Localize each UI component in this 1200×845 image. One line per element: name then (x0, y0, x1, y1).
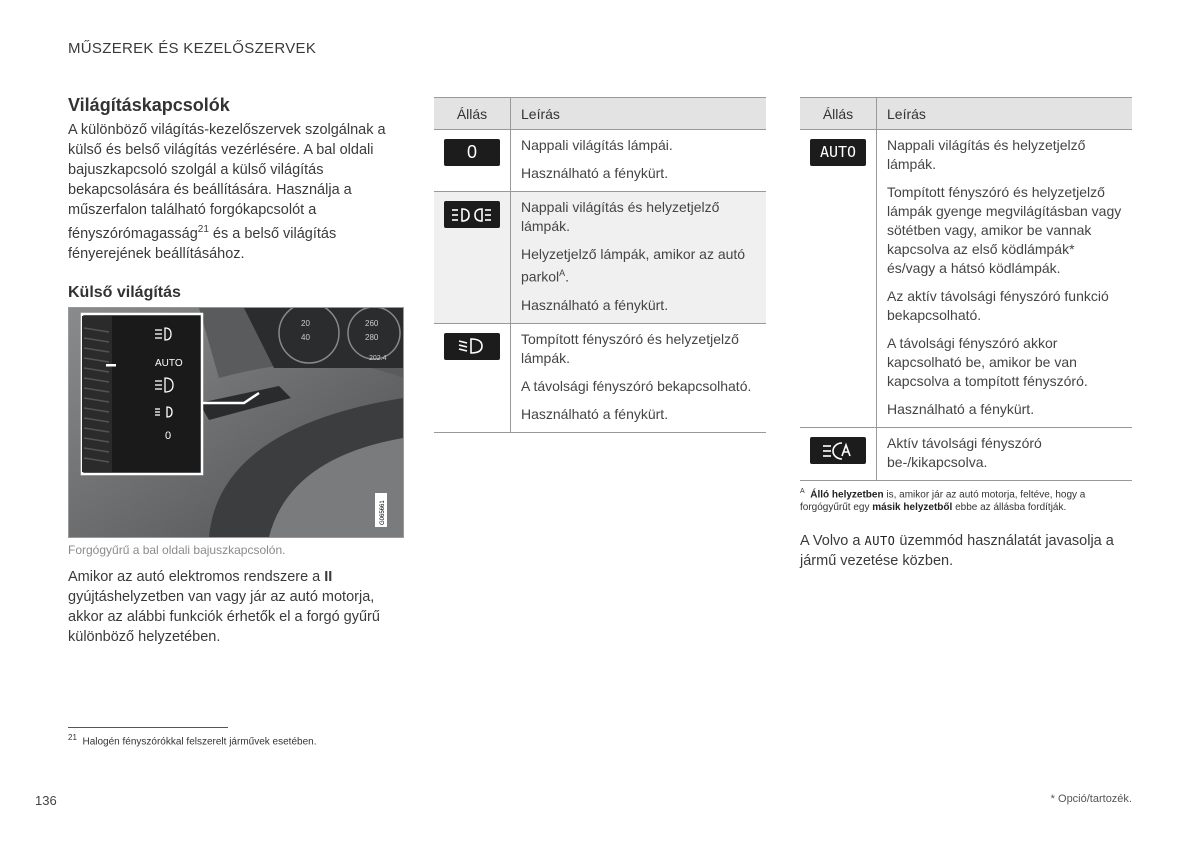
stalk-photo (68, 307, 404, 538)
gauge-number: 280 (365, 333, 379, 342)
auto-inline-symbol: AUTO (864, 534, 896, 548)
recommendation-note: A Volvo a AUTO üzemmód használatát javasolja a jármű vezetése közben. (800, 533, 1114, 569)
ignition-paragraph: Amikor az autó elektromos rendszere a II gyújtáshelyzetben van vagy jár az autó motorja, akkor az alábbi funkciók érhetők el a forgó gyűrű különböző helyzetében. (68, 569, 380, 645)
auto-icon: AUTO (810, 139, 866, 166)
col-header-description: Leírás (877, 98, 1133, 130)
description-cell: Nappali világítás lámpái. Használható a fénykürt. (511, 130, 767, 192)
description-cell: Nappali világítás és helyzetjelző lámpák. Tompított fényszóró és helyzetjelző lámpák gyenge megvilágításban vagy sötétben vagy, amikor be vannak kapcsolva az első ködlámpák* és/vagy a hátsó ködlámpák. Az aktív távolsági fényszóró funkció bekapcsolható. A távolsági fényszóró akkor kapcsolható be, amikor be van kapcsolva a tompított fényszóró. Használható a fénykürt. (877, 130, 1133, 428)
footnote-rule (68, 727, 228, 728)
zero-position-icon: 0 (444, 139, 500, 166)
position-cell (800, 428, 877, 481)
active-high-beam-icon (810, 437, 866, 464)
position-cell (434, 323, 511, 432)
gauge-number: 20 (301, 319, 310, 328)
table-row (434, 323, 766, 432)
gauge-number: 202.4 (369, 355, 387, 362)
footnote: $^{21}$ Halogén fényszórókkal felszerelt járművek esetében. (68, 733, 317, 748)
photo-code: G065661 (380, 500, 386, 525)
col-header-description: Leírás (511, 98, 767, 130)
positions-table-2 (800, 97, 1132, 481)
gauge-number: 260 (365, 319, 379, 328)
position-cell (800, 130, 877, 428)
table-row (434, 130, 766, 192)
description-cell: Aktív távolsági fényszóró be-/kikapcsolva. (877, 428, 1133, 481)
page-header: MŰSZEREK ÉS KEZELŐSZERVEK (68, 40, 317, 57)
table-footnote: $^A$ Álló helyzetben is, amikor jár az autó motorja, feltéve, hogy a forgógyűrűt egy másik helyzetből ebbe az állásba fordítják. (800, 488, 1086, 514)
positions-table-1 (434, 97, 766, 433)
table-row (434, 192, 766, 324)
footnote-ref[interactable]: 21 (197, 224, 209, 235)
table-row (800, 428, 1132, 481)
description-cell: Nappali világítás és helyzetjelző lámpák. Helyzetjelző lámpák, amikor az autó parkol$^A$. Használható a fénykürt. (511, 192, 767, 324)
col-header-position: Állás (800, 98, 877, 130)
intro-paragraph: A különböző világítás-kezelőszervek szolgálnak a külső és belső világítás vezérlésére. A bal oldali bajuszkapcsoló szolgál a külső világítás bekapcsolására és beállítására. Használja a műszerfalon található forgókapcsolót a fényszórómagasság$^{21}$ és a belső világítás fényerejének beállításához. (68, 122, 386, 262)
optional-note: * Opció/tartozék. (1050, 793, 1132, 805)
photo-caption: Forgógyűrű a bal oldali bajuszkapcsolón. (68, 543, 286, 557)
subsection-title: Külső világítás (68, 284, 181, 301)
table-row (800, 130, 1132, 428)
position-cell (434, 130, 511, 192)
gauge-number: 40 (301, 333, 310, 342)
position-cell (434, 192, 511, 324)
description-cell: Tompított fényszóró és helyzetjelző lámpák. A távolsági fényszóró bekapcsolható. Használható a fénykürt. (511, 323, 767, 432)
ring-label-auto: AUTO (155, 358, 183, 369)
page-number: 136 (35, 793, 57, 808)
low-beam-icon (444, 333, 500, 360)
col-header-position: Állás (434, 98, 511, 130)
ring-label-zero: 0 (165, 430, 172, 442)
section-title: Világításkapcsolók (68, 95, 230, 115)
daytime-position-lights-icon (444, 201, 500, 228)
